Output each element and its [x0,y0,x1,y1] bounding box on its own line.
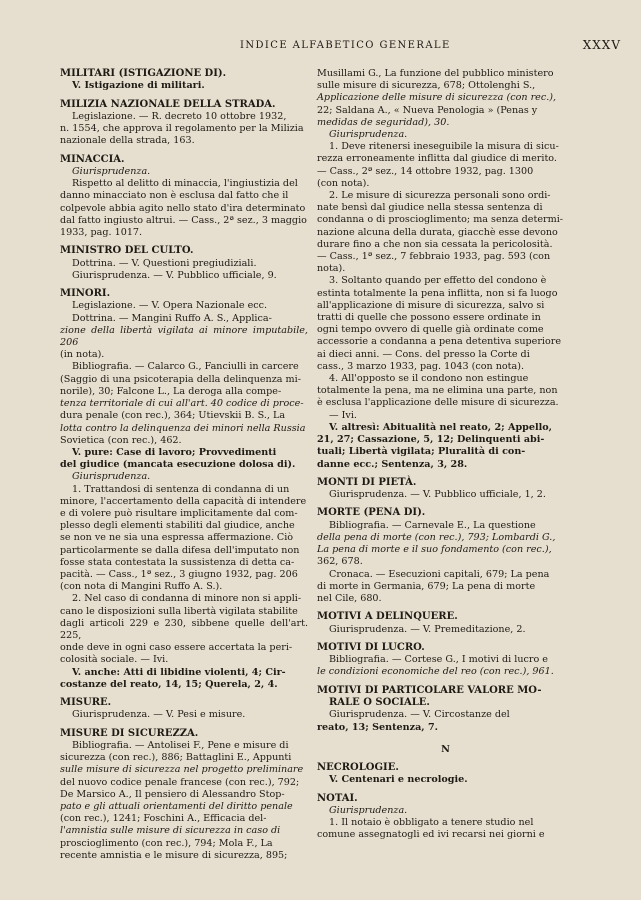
entry-line: dal fatto ingiusto altrui. — Cass., 2ª sez., 3 maggio [60,214,307,226]
entry-line: Applicazione delle misure di sicurezza (con rec.), [317,92,557,104]
entry-heading: MINISTRO DEL CULTO. [60,245,194,257]
entry-line: tratti di quelle che possono essere ordinate in [317,312,541,324]
entry-line: se non ve ne sia una espressa affermazione. Ciò [60,532,294,544]
cross-reference: 21, 27; Cassazione, 5, 12; Delinquenti abi- [317,434,545,446]
entry-line: del nuovo codice penale francese (con rec.), 792; [60,776,300,788]
entry-heading: MILITARI (ISTIGAZIONE DI). [60,68,227,79]
entry-line: sulle misure di sicurezza nel progetto preliminare [60,764,304,776]
cross-reference: costanze del reato, 14, 15; Querela, 2, 4. [60,678,278,690]
cross-reference: reato, 13; Sentenza, 7. [317,721,438,733]
entry-line: 1. Il notaio è obbligato a tenere studio nel [329,817,534,829]
entry-heading: MINACCIA. [60,153,125,165]
entry-line: colpevole abbia agito nello stato d'ira determinato [60,202,306,214]
entry-line: condanna o di proscioglimento; ma senza determi- [317,214,564,226]
entry-line: Bibliografia. — Cortese G., I motivi di lucro e [329,654,548,666]
cross-reference: V. Istigazione di militari. [72,80,205,92]
entry-line: Giurisprudenza. — V. Pubblico ufficiale, 1, 2. [329,489,546,501]
entry-line: norile), 30; Falcone L., La deroga alla compe- [60,385,282,397]
entry-heading: MOTIVI A DELINQUERE. [317,611,458,623]
entry-line: pacità. — Cass., 1ª sez., 3 giugno 1932, pag. 206 [60,568,298,580]
entry-line: totalmente la pena, ma ne elimina una parte, non [317,385,558,397]
entry-line: colosità sociale. — Ivi. [60,654,169,666]
entry-line: minore, l'accertamento della capacità di intendere [60,495,307,507]
entry-line: 2. Nel caso di condanna di minore non si appli- [72,593,302,605]
entry-line: Cronaca. — Esecuzioni capitali, 679; La pena [329,568,550,580]
entry-line: rezza erroneamente inflitta dal giudice di merito. [317,153,557,165]
entry-line: danno minacciato non è esclusa dal fatto che il [60,190,289,202]
entry-line: cano le disposizioni sulla libertà vigilata stabilite [60,605,298,617]
entry-line: La pena di morte e il suo fondamento (con rec.), [317,544,552,556]
entry-line: Giurisprudenza. — V. Premeditazione, 2. [329,623,526,635]
cross-reference: V. anche: Atti di libidine violenti, 4; Cir- [72,666,286,678]
entry-line: 1. Deve ritenersi ineseguibile la misura di sicu- [329,141,559,153]
entry-line: ogni tempo ovvero di quelle già ordinate come [317,324,544,336]
entry-line: Legislazione. — V. Opera Nazionale ecc. [72,300,268,312]
entry-line: dagli articoli 229 e 230, sibbene quelle dell'art. 225, [60,617,308,641]
right-column [317,68,574,842]
entry-line: nel Cile, 680. [317,592,382,604]
entry-line: sicurezza (con rec.), 886; Battaglini E., Appunti [60,752,292,764]
entry-line: (con nota di Mangini Ruffo A. S.). [60,581,223,593]
entry-line: cass., 3 marzo 1933, pag. 1043 (con nota). [317,360,525,372]
entry-line: onde deve in ogni caso essere accertata la peri- [60,642,293,654]
subheading: Giurisprudenza. [72,471,151,483]
entry-line: nazionale della strada, 163. [60,135,195,147]
section-letter: N [441,743,450,755]
entry-line: della pena di morte (con rec.), 793; Lombardi G., [317,531,556,543]
entry-line: (in nota). [60,349,105,361]
entry-line: recente amnistia e le misure di sicurezza, 895; [60,849,288,861]
entry-line: 22; Saldana A., « Nueva Penologia » (Penas y [317,104,538,116]
entry-line: Giurisprudenza. — V. Pubblico ufficiale, 9. [72,269,277,281]
entry-line: Dottrina. — V. Questioni pregiudiziali. [72,257,257,269]
entry-heading: MILIZIA NAZIONALE DELLA STRADA. [60,98,276,110]
running-head-title: INDICE ALFABETICO GENERALE [240,40,451,51]
page-number: XXXV [582,38,621,52]
entry-line: di morte in Germania, 679; La pena di morte [317,580,536,592]
cross-reference: danne ecc.; Sentenza, 3, 28. [317,458,468,470]
cross-reference: V. altresì: Abitualità nel reato, 2; Appello, [329,421,553,433]
entry-line: lotta contro la delinquenza dei minori nella Russia [60,422,306,434]
entry-heading: MOTIVI DI LUCRO. [317,641,425,653]
entry-line: estinta totalmente la pena inflitta, non si fa luogo [317,287,558,299]
subheading: Giurisprudenza. [329,805,408,816]
subheading: Giurisprudenza. [329,129,408,141]
entry-line: comune assegnatogli ed ivi recarsi nei giorni e [317,829,545,841]
entry-line: — Cass., 1ª sez., 7 febbraio 1933, pag. 593 (con [317,251,551,263]
entry-line: accessorie a condanna a pena detentiva superiore [317,336,562,348]
entry-line: (con rec.), 1241; Foschini A., Efficacia del- [60,813,267,825]
entry-line: durare fino a che non sia cessata la pericolosità. [317,238,553,250]
running-head [60,38,621,54]
cross-reference: V. Centenari e necrologie. [329,774,468,786]
cross-reference: V. pure: Case di lavoro; Provvedimenti [72,446,277,458]
entry-line: l'amnistia sulle misure di sicurezza in caso di [60,825,281,837]
entry-line: — Ivi. [329,409,357,421]
entry-line: fosse stata contestata la sussistenza di detta ca- [60,556,295,568]
entry-line: medidas de seguridad), 30. [317,116,450,128]
entry-line: nate bensì dal giudice nella stessa sentenza di [317,202,543,214]
entry-line: è esclusa l'applicazione delle misure di sicurezza. [317,397,559,409]
cross-reference: tuali; Libertà vigilata; Pluralità di con- [317,446,526,458]
entry-line: Giurisprudenza. — V. Pesi e misure. [72,709,246,721]
entry-heading: MISURE. [60,696,112,708]
entry-line: nota). [317,263,346,275]
entry-line: dura penale (con rec.), 364; Utievskii B. S., La [60,410,286,422]
entry-heading: MISURE DI SICUREZZA. [60,727,199,739]
entry-line: Bibliografia. — Antolisei F., Pene e misure di [72,739,289,751]
entry-line: proscioglimento (con rec.), 794; Mola F., La [60,837,273,849]
entry-line: tenza territoriale di cui all'art. 40 codice di proce- [60,398,304,410]
entry-line: Dottrina. — Mangini Ruffo A. S., Applica- [72,312,272,324]
entry-line: Bibliografia. — Carnevale E., La questione [329,519,536,531]
entry-line: le condizioni economiche del reo (con rec.), 961. [317,666,554,678]
entry-line: 1. Trattandosi di sentenza di condanna di un [72,483,290,495]
entry-line: sulle misure di sicurezza, 678; Ottolenghi S., [317,80,536,92]
entry-line: zione della libertà vigilata ai minore imputabile, 206 [60,324,308,349]
entry-line: 2. Le misure di sicurezza personali sono ordi- [329,190,551,202]
entry-line: nazione alcuna della durata, giacchè esse devono [317,226,558,238]
entry-heading: MINORI. [60,288,111,300]
entry-line: pato e gli attuali orientamenti del diritto penale [60,801,293,812]
entry-line: Rispetto al delitto di minaccia, l'ingiustizia del [72,178,298,190]
entry-line: n. 1554, che approva il regolamento per la Milizia [60,123,304,135]
entry-heading: NOTAI. [317,792,358,804]
entry-heading: MONTI DI PIETÀ. [317,476,417,488]
entry-line: Giurisprudenza. — V. Circostanze del [329,709,510,721]
entry-line: Sovietica (con rec.), 462. [60,434,182,446]
entry-line: Musillami G., La funzione del pubblico ministero [317,68,554,79]
entry-line: (Saggio di una psicoterapia della delinquenza mi- [60,373,301,385]
entry-line: (con nota). [317,177,370,189]
entry-heading: MOTIVI DI PARTICOLARE VALORE MO- [317,684,542,696]
cross-reference: del giudice (mancata esecuzione dolosa di). [60,459,296,471]
entry-heading: MORTE (PENA DI). [317,507,426,519]
entry-line: 3. Soltanto quando per effetto del condono è [329,275,547,287]
entry-line: — Cass., 2ª sez., 14 ottobre 1932, pag. 1300 [317,165,534,177]
entry-line: e di volere può risultare implicitamente dal com- [60,507,298,519]
entry-line: all'applicazione di misure di sicurezza, salvo si [317,299,545,311]
entry-line: Bibliografia. — Calarco G., Fanciulli in carcere [72,361,299,373]
entry-line: De Marsico A., Il pensiero di Alessandro Stop- [60,788,285,800]
left-column [60,68,308,862]
entry-line: 1933, pag. 1017. [60,227,143,239]
entry-line: Legislazione. — R. decreto 10 ottobre 1932, [72,111,287,123]
entry-line: ai dieci anni. — Cons. del presso la Corte di [317,348,530,360]
entry-line: particolarmente se dalla difesa dell'imputato non [60,544,300,556]
subheading: Giurisprudenza. [72,166,151,178]
entry-heading: NECROLOGIE. [317,761,399,773]
entry-heading-continuation: RALE O SOCIALE. [329,696,430,708]
entry-line: 4. All'opposto se il condono non estingue [329,373,529,385]
entry-line: plesso degli elementi stabiliti dal giudice, anche [60,520,295,532]
entry-line: 362, 678. [317,556,363,568]
